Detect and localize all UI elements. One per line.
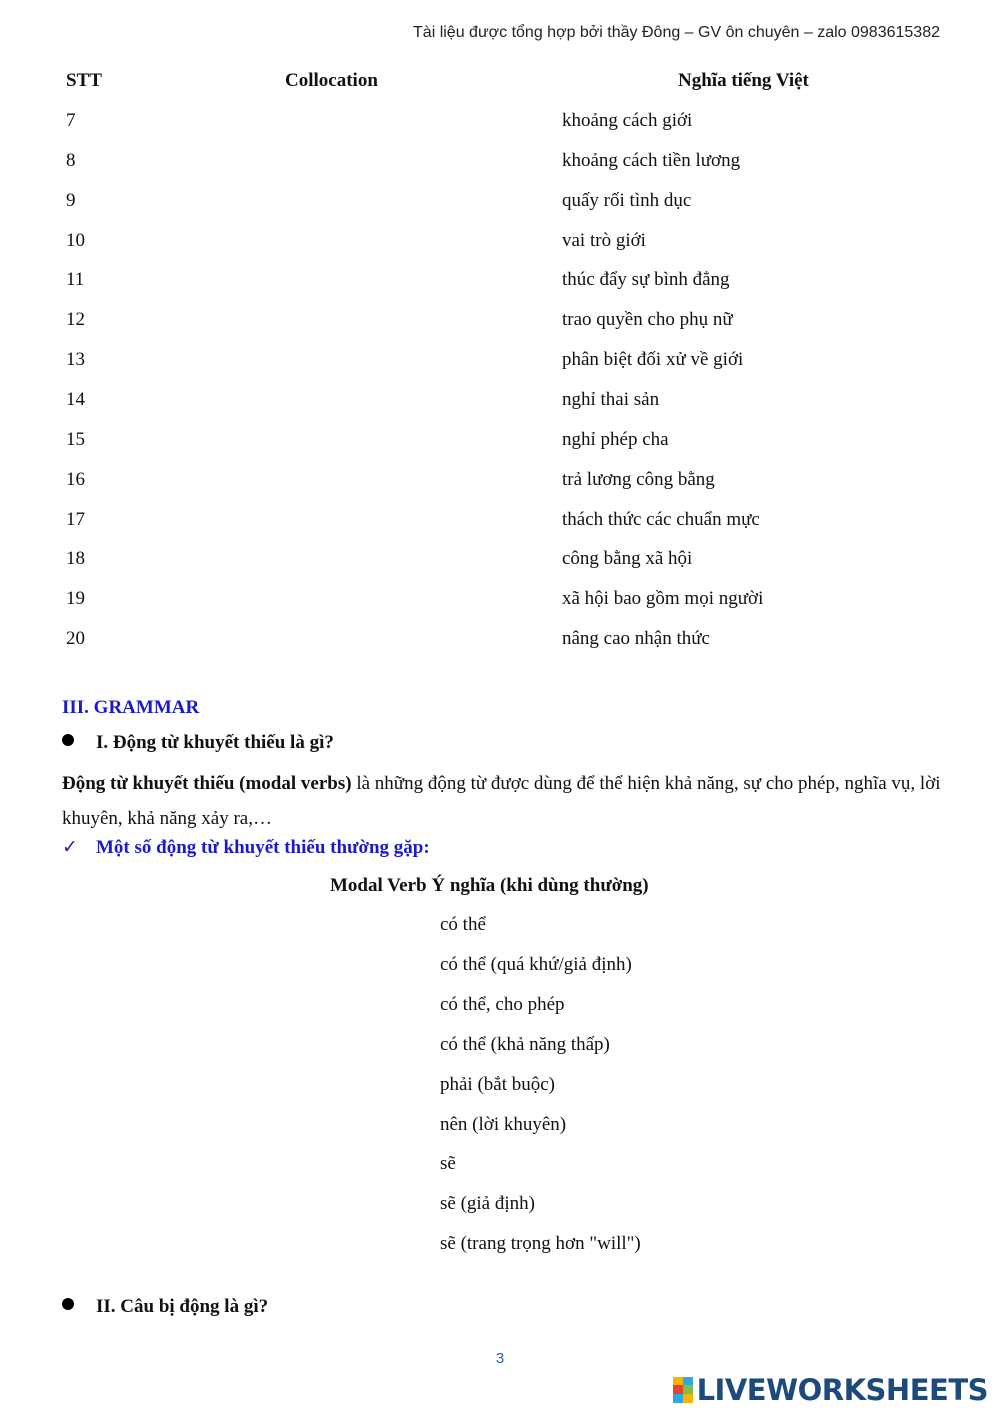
liveworksheets-logo-text: LIVEWORKSHEETS [696, 1373, 988, 1407]
table-row [0, 469, 1000, 509]
modal-meaning-item: sẽ (trang trọng hơn "will") [440, 1233, 641, 1255]
column-header-meaning: Nghĩa tiếng Việt [678, 70, 809, 91]
row-number: 16 [66, 468, 85, 490]
row-number: 13 [66, 349, 85, 371]
bullet-dot-icon [62, 734, 74, 746]
row-meaning: thúc đẩy sự bình đẳng [562, 269, 730, 291]
row-meaning: phân biệt đối xử về giới [562, 349, 744, 371]
table-row [0, 190, 1000, 230]
row-meaning: trao quyền cho phụ nữ [562, 309, 733, 331]
table-row [0, 230, 1000, 270]
modal-table-header: Modal Verb Ý nghĩa (khi dùng thường) [330, 875, 649, 896]
row-meaning: thách thức các chuẩn mực [562, 508, 760, 530]
definition-text: là những động từ được dùng để thể hiện khả năng, sự cho phép, nghĩa vụ, lời khuyên, khả năng xảy ra,… [62, 773, 941, 829]
liveworksheets-logo-mark-icon [673, 1377, 693, 1403]
row-meaning: khoảng cách tiền lương [562, 149, 741, 171]
row-meaning: nghỉ phép cha [562, 428, 669, 450]
liveworksheets-logo[interactable] [673, 1373, 988, 1407]
modal-meaning-item: có thể [440, 914, 486, 935]
checkmark-icon: ✓ [62, 836, 78, 858]
table-row [0, 309, 1000, 349]
column-header-collocation: Collocation [285, 70, 378, 91]
column-header-stt: STT [66, 70, 102, 91]
row-meaning: xã hội bao gồm mọi người [562, 588, 764, 610]
table-row [0, 588, 1000, 628]
table-row [0, 389, 1000, 429]
question-modal-verbs-text: I. Động từ khuyết thiếu là gì? [96, 732, 334, 753]
question-modal-verbs [62, 732, 334, 754]
row-number: 10 [66, 229, 85, 251]
modal-meaning-item: nên (lời khuyên) [440, 1113, 567, 1135]
row-meaning: nghỉ thai sản [562, 388, 660, 410]
row-number: 18 [66, 548, 85, 570]
table-row [0, 110, 1000, 150]
page-header: Tài liệu được tổng hợp bởi thầy Đông – GV ôn chuyên – zalo 0983615382 [413, 24, 940, 41]
page-number: 3 [495, 1350, 505, 1367]
row-number: 19 [66, 588, 85, 610]
row-number: 9 [66, 189, 76, 211]
section-title-grammar: III. GRAMMAR [62, 697, 200, 718]
row-number: 11 [66, 269, 85, 291]
modal-meaning-item: phải (bắt buộc) [440, 1073, 556, 1095]
table-row [0, 150, 1000, 190]
common-modals-heading-text: Một số động từ khuyết thiếu thường gặp: [96, 837, 430, 858]
table-row [0, 349, 1000, 389]
modal-meaning-item: có thể (khả năng thấp) [440, 1033, 610, 1055]
table-row [0, 509, 1000, 549]
definition-paragraph [62, 766, 942, 836]
row-meaning: trả lương công bằng [562, 468, 715, 490]
table-row [0, 429, 1000, 469]
row-meaning: nâng cao nhận thức [562, 628, 710, 650]
row-number: 17 [66, 508, 85, 530]
row-number: 8 [66, 149, 76, 171]
modal-meaning-item: có thể (quá khứ/giả định) [440, 953, 632, 975]
row-number: 7 [66, 110, 76, 131]
row-meaning: quấy rối tình dục [562, 189, 692, 211]
row-meaning: vai trò giới [562, 229, 646, 251]
row-number: 20 [66, 628, 85, 650]
modal-meaning-item: sẽ (giả định) [440, 1193, 535, 1215]
table-row [0, 269, 1000, 309]
row-number: 12 [66, 309, 85, 331]
table-row [0, 628, 1000, 668]
row-meaning: khoảng cách giới [562, 110, 693, 131]
table-row [0, 548, 1000, 588]
bullet-dot-icon [62, 1298, 74, 1310]
definition-term: Động từ khuyết thiếu (modal verbs) [62, 773, 352, 794]
modal-meaning-item: có thể, cho phép [440, 993, 565, 1015]
question-passive-voice-text: II. Câu bị động là gì? [96, 1296, 269, 1317]
row-number: 15 [66, 428, 85, 450]
row-number: 14 [66, 388, 85, 410]
question-passive-voice [62, 1296, 268, 1318]
row-meaning: công bằng xã hội [562, 548, 693, 570]
modal-meaning-item: sẽ [440, 1153, 456, 1175]
common-modals-heading [62, 836, 430, 859]
